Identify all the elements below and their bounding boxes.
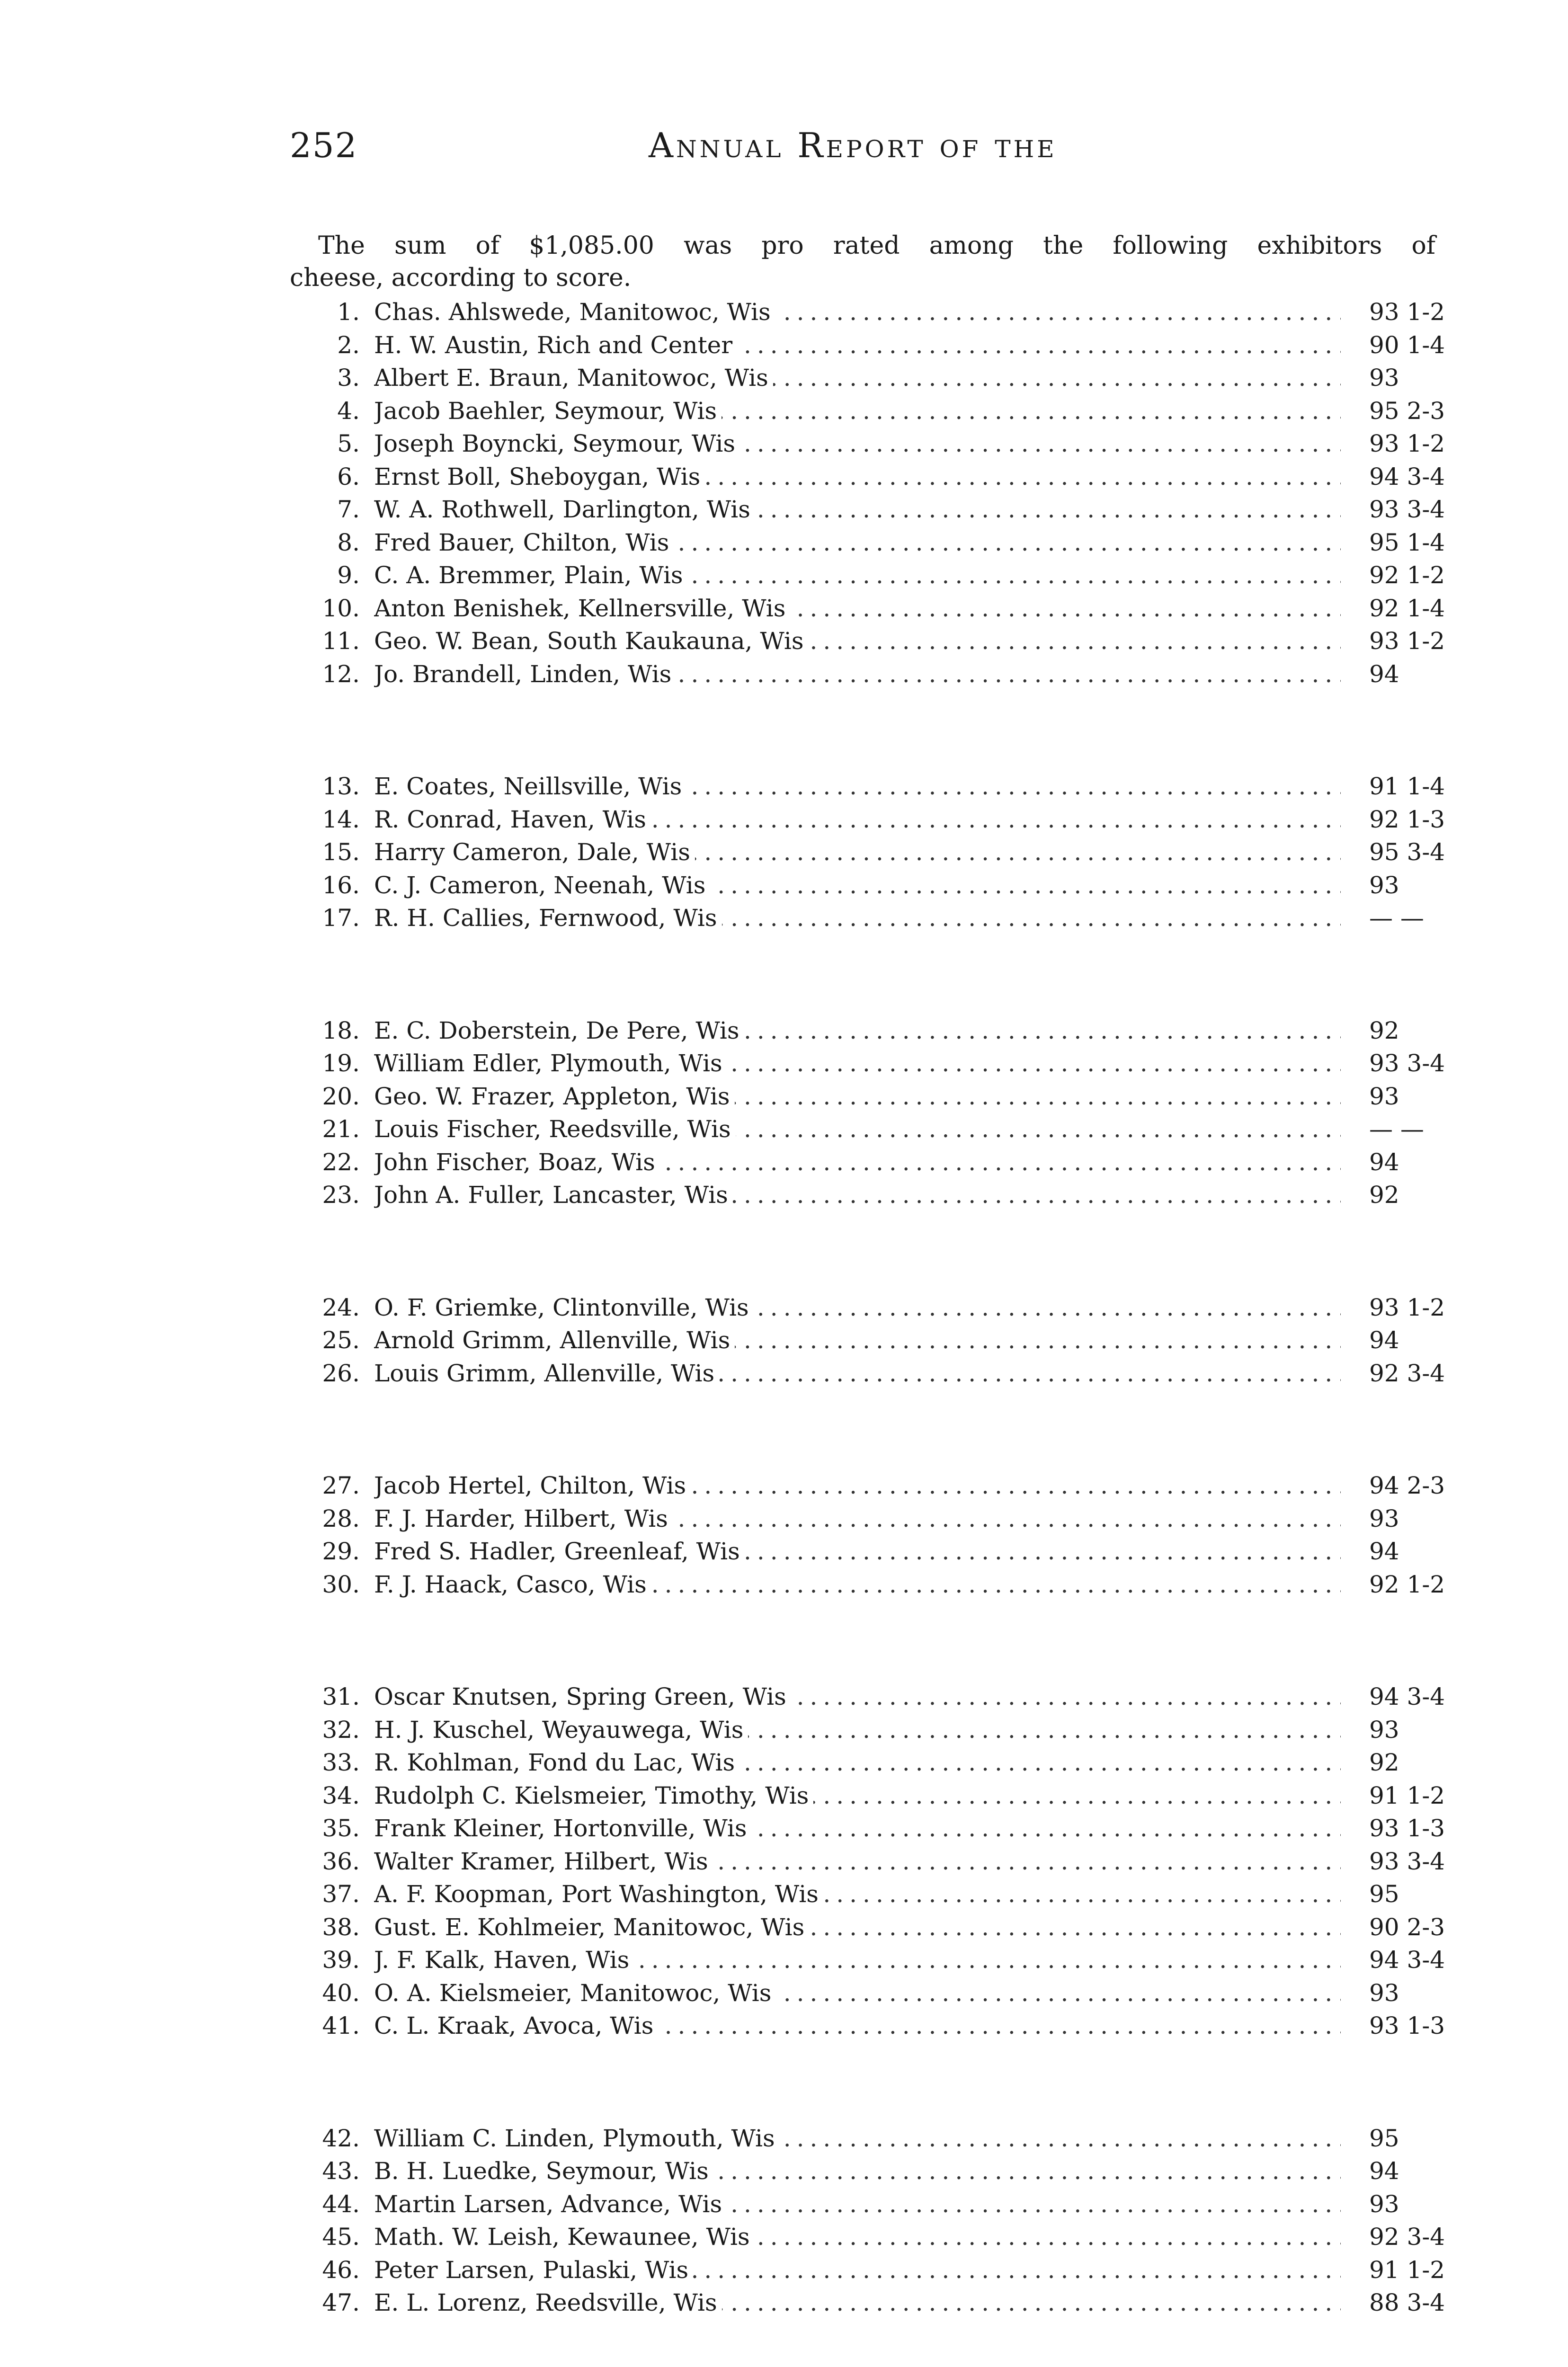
intro-line-1: The sum of $1,085.00 was pro rated among the following exhibitors of bbox=[318, 231, 1435, 260]
exhibitor-name-cell bbox=[374, 397, 1341, 425]
entry-number: 28. bbox=[322, 1504, 360, 1532]
exhibitor-name: Harry Cameron, Dale, Wis bbox=[374, 838, 695, 866]
exhibitor-row bbox=[284, 1880, 1435, 1913]
exhibitor-name-cell bbox=[374, 463, 1341, 490]
entry-number: 23. bbox=[322, 1181, 360, 1209]
exhibitor-group bbox=[284, 1293, 1445, 1393]
exhibitor-row bbox=[284, 1946, 1445, 1979]
exhibitor-name: E. L. Lorenz, Reedsville, Wis bbox=[374, 2289, 722, 2316]
entry-number: 11. bbox=[322, 627, 360, 655]
score: 93 3-4 bbox=[1369, 496, 1445, 523]
exhibitor-row bbox=[284, 2223, 1445, 2256]
exhibitor-name: Arnold Grimm, Allenville, Wis bbox=[374, 1326, 735, 1354]
score: 92 3-4 bbox=[1369, 1359, 1445, 1387]
score: 91 1-2 bbox=[1369, 1781, 1445, 1809]
exhibitor-name-cell bbox=[374, 1880, 1341, 1908]
exhibitor-name: Martin Larsen, Advance, Wis bbox=[374, 2190, 727, 2218]
score: 90 1-4 bbox=[1369, 331, 1445, 359]
exhibitor-name: F. J. Harder, Hilbert, Wis bbox=[374, 1505, 673, 1532]
entry-number: 7. bbox=[337, 496, 360, 523]
exhibitor-row bbox=[284, 838, 1445, 872]
exhibitor-name-cell bbox=[374, 2012, 1341, 2039]
exhibitor-name: Jacob Baehler, Seymour, Wis bbox=[374, 397, 722, 425]
exhibitor-name-cell bbox=[374, 1083, 1341, 1110]
entry-number: 18. bbox=[322, 1016, 360, 1044]
entry-number: 42. bbox=[322, 2124, 360, 2152]
exhibitor-row bbox=[284, 1570, 1445, 1604]
score: 93 1-2 bbox=[1369, 1293, 1445, 1321]
score: 91 1-2 bbox=[1369, 2256, 1445, 2284]
exhibitor-row bbox=[284, 1017, 1435, 1050]
entry-number: 17. bbox=[322, 904, 360, 932]
score: 93 bbox=[1369, 364, 1399, 392]
entry-number: 47. bbox=[322, 2289, 360, 2316]
exhibitor-row bbox=[284, 1847, 1445, 1881]
exhibitor-name-cell bbox=[374, 1472, 1341, 1499]
exhibitor-row bbox=[284, 1505, 1435, 1538]
entry-number: 5. bbox=[337, 430, 360, 457]
score: 93 bbox=[1369, 1716, 1399, 1744]
exhibitor-name: Anton Benishek, Kellnersville, Wis bbox=[374, 595, 790, 622]
exhibitor-name: R. Conrad, Haven, Wis bbox=[374, 806, 651, 833]
exhibitor-name: Gust. E. Kohlmeier, Manitowoc, Wis bbox=[374, 1913, 809, 1941]
exhibitor-name-cell bbox=[374, 595, 1341, 622]
exhibitor-row bbox=[284, 1913, 1445, 1947]
entry-number: 46. bbox=[322, 2256, 360, 2284]
entry-number: 43. bbox=[322, 2157, 360, 2185]
exhibitor-name: Walter Kramer, Hilbert, Wis bbox=[374, 1848, 713, 1875]
score: 93 bbox=[1369, 1979, 1399, 2007]
exhibitor-row bbox=[284, 1148, 1435, 1182]
entry-number: 21. bbox=[322, 1115, 360, 1143]
exhibitor-group bbox=[284, 773, 1445, 937]
exhibitor-group bbox=[284, 1683, 1445, 2045]
exhibitor-row bbox=[284, 2289, 1445, 2322]
score: 92 bbox=[1369, 1749, 1399, 1776]
exhibitor-name-cell bbox=[374, 1148, 1341, 1176]
exhibitor-row bbox=[284, 872, 1435, 905]
exhibitor-row bbox=[284, 904, 1435, 937]
score: 92 bbox=[1369, 1181, 1399, 1209]
score: 95 bbox=[1369, 1880, 1399, 1908]
exhibitor-name: B. H. Luedke, Seymour, Wis bbox=[374, 2157, 713, 2185]
score: 92 1-3 bbox=[1369, 805, 1445, 833]
exhibitor-name: William Edler, Plymouth, Wis bbox=[374, 1050, 727, 1077]
exhibitor-row bbox=[284, 1115, 1435, 1148]
score: 93 1-2 bbox=[1369, 298, 1445, 326]
exhibitor-name: Math. W. Leish, Kewaunee, Wis bbox=[374, 2223, 755, 2251]
score: — — bbox=[1369, 904, 1424, 932]
score: 91 1-4 bbox=[1369, 773, 1445, 800]
exhibitor-row bbox=[284, 430, 1445, 463]
exhibitor-row bbox=[284, 496, 1445, 529]
exhibitor-name: E. C. Doberstein, De Pere, Wis bbox=[374, 1017, 744, 1044]
score: 90 2-3 bbox=[1369, 1913, 1445, 1941]
entry-number: 1. bbox=[337, 298, 360, 326]
exhibitor-row bbox=[284, 1050, 1445, 1083]
score: — — bbox=[1369, 1115, 1424, 1143]
exhibitor-group bbox=[284, 2124, 1445, 2322]
score: 94 bbox=[1369, 1326, 1399, 1354]
exhibitor-name-cell bbox=[374, 1815, 1341, 1842]
exhibitor-name: E. Coates, Neillsville, Wis bbox=[374, 773, 686, 800]
score: 93 bbox=[1369, 871, 1399, 899]
exhibitor-row bbox=[284, 773, 1445, 806]
exhibitor-name-cell bbox=[374, 2190, 1341, 2218]
exhibitor-name-cell bbox=[374, 1848, 1341, 1875]
score: 93 1-3 bbox=[1369, 1815, 1445, 1842]
entry-number: 36. bbox=[322, 1847, 360, 1875]
score: 92 3-4 bbox=[1369, 2223, 1445, 2251]
exhibitor-name-cell bbox=[374, 2125, 1341, 2152]
exhibitor-name: J. F. Kalk, Haven, Wis bbox=[374, 1946, 634, 1974]
exhibitor-name-cell bbox=[374, 838, 1341, 866]
exhibitor-list bbox=[284, 298, 1445, 2367]
entry-number: 12. bbox=[322, 660, 360, 688]
exhibitor-row bbox=[284, 2157, 1435, 2190]
score: 94 3-4 bbox=[1369, 1946, 1445, 1974]
exhibitor-name-cell bbox=[374, 430, 1341, 457]
exhibitor-name-cell bbox=[374, 773, 1341, 800]
page-header bbox=[0, 121, 1568, 178]
entry-number: 9. bbox=[337, 561, 360, 589]
exhibitor-row bbox=[284, 2190, 1435, 2224]
exhibitor-row bbox=[284, 660, 1435, 694]
score: 92 1-2 bbox=[1369, 1570, 1445, 1598]
exhibitor-row bbox=[284, 1083, 1435, 1116]
score: 92 1-4 bbox=[1369, 594, 1445, 622]
exhibitor-group bbox=[284, 1016, 1445, 1214]
exhibitor-group bbox=[284, 298, 1445, 693]
score: 93 bbox=[1369, 1082, 1399, 1110]
exhibitor-name-cell bbox=[374, 1913, 1341, 1941]
exhibitor-name-cell bbox=[374, 872, 1341, 899]
score: 93 3-4 bbox=[1369, 1847, 1445, 1875]
exhibitor-row bbox=[284, 1683, 1445, 1716]
score: 92 1-2 bbox=[1369, 561, 1445, 589]
entry-number: 13. bbox=[322, 773, 360, 800]
page-number: 252 bbox=[290, 125, 358, 165]
exhibitor-name: William C. Linden, Plymouth, Wis bbox=[374, 2125, 780, 2152]
exhibitor-name: Louis Grimm, Allenville, Wis bbox=[374, 1360, 719, 1387]
exhibitor-row bbox=[284, 1979, 1435, 2012]
entry-number: 30. bbox=[322, 1570, 360, 1598]
exhibitor-name: C. L. Kraak, Avoca, Wis bbox=[374, 2012, 658, 2039]
exhibitor-name-cell bbox=[374, 1181, 1341, 1209]
exhibitor-name-cell bbox=[374, 660, 1341, 688]
exhibitor-name: R. Kohlman, Fond du Lac, Wis bbox=[374, 1749, 739, 1776]
exhibitor-row bbox=[284, 627, 1445, 660]
exhibitor-row bbox=[284, 1749, 1435, 1782]
exhibitor-name-cell bbox=[374, 1326, 1341, 1354]
exhibitor-name-cell bbox=[374, 1050, 1341, 1077]
entry-number: 44. bbox=[322, 2190, 360, 2218]
entry-number: 14. bbox=[322, 805, 360, 833]
exhibitor-row bbox=[284, 397, 1445, 430]
exhibitor-name-cell bbox=[374, 1683, 1341, 1710]
entry-number: 41. bbox=[322, 2012, 360, 2039]
exhibitor-row bbox=[284, 1815, 1445, 1848]
exhibitor-name: Geo. W. Bean, South Kaukauna, Wis bbox=[374, 627, 809, 655]
entry-number: 10. bbox=[322, 594, 360, 622]
score: 94 3-4 bbox=[1369, 463, 1445, 490]
running-title: Annual Report of the bbox=[649, 125, 1057, 165]
exhibitor-name: W. A. Rothwell, Darlington, Wis bbox=[374, 496, 755, 523]
exhibitor-name: John A. Fuller, Lancaster, Wis bbox=[374, 1181, 733, 1209]
entry-number: 8. bbox=[337, 528, 360, 556]
exhibitor-name: Chas. Ahlswede, Manitowoc, Wis bbox=[374, 298, 775, 326]
exhibitor-name-cell bbox=[374, 1979, 1341, 2007]
exhibitor-row bbox=[284, 1326, 1435, 1360]
entry-number: 37. bbox=[322, 1880, 360, 1908]
exhibitor-row bbox=[284, 463, 1445, 496]
score: 93 1-2 bbox=[1369, 627, 1445, 655]
exhibitor-name-cell bbox=[374, 1017, 1341, 1044]
exhibitor-name: R. H. Callies, Fernwood, Wis bbox=[374, 904, 722, 932]
entry-number: 39. bbox=[322, 1946, 360, 1974]
exhibitor-name-cell bbox=[374, 496, 1341, 523]
exhibitor-name-cell bbox=[374, 2157, 1341, 2185]
exhibitor-row bbox=[284, 528, 1445, 562]
entry-number: 16. bbox=[322, 871, 360, 899]
exhibitor-row bbox=[284, 1472, 1445, 1505]
exhibitor-row bbox=[284, 1781, 1445, 1815]
score: 93 bbox=[1369, 1504, 1399, 1532]
exhibitor-name-cell bbox=[374, 1505, 1341, 1532]
exhibitor-name: Louis Fischer, Reedsville, Wis bbox=[374, 1115, 736, 1143]
exhibitor-row bbox=[284, 331, 1445, 365]
exhibitor-name: Fred Bauer, Chilton, Wis bbox=[374, 529, 674, 556]
entry-number: 38. bbox=[322, 1913, 360, 1941]
score: 94 bbox=[1369, 1148, 1399, 1176]
entry-number: 24. bbox=[322, 1293, 360, 1321]
exhibitor-name-cell bbox=[374, 529, 1341, 556]
exhibitor-name-cell bbox=[374, 1782, 1341, 1809]
exhibitor-name: Jacob Hertel, Chilton, Wis bbox=[374, 1472, 691, 1499]
entry-number: 3. bbox=[337, 364, 360, 392]
entry-number: 32. bbox=[322, 1716, 360, 1744]
exhibitor-name: Ernst Boll, Sheboygan, Wis bbox=[374, 463, 705, 490]
score: 93 bbox=[1369, 2190, 1399, 2218]
exhibitor-name: A. F. Koopman, Port Washington, Wis bbox=[374, 1880, 823, 1908]
exhibitor-name-cell bbox=[374, 1571, 1341, 1598]
exhibitor-name-cell bbox=[374, 1538, 1341, 1565]
score: 92 bbox=[1369, 1016, 1399, 1044]
exhibitor-name: Albert E. Braun, Manitowoc, Wis bbox=[374, 364, 773, 392]
score: 95 1-4 bbox=[1369, 528, 1445, 556]
exhibitor-name: Frank Kleiner, Hortonville, Wis bbox=[374, 1815, 751, 1842]
exhibitor-name: John Fischer, Boaz, Wis bbox=[374, 1148, 660, 1176]
score: 94 2-3 bbox=[1369, 1472, 1445, 1499]
score: 94 bbox=[1369, 1538, 1399, 1565]
exhibitor-row bbox=[284, 1538, 1435, 1571]
exhibitor-name: Rudolph C. Kielsmeier, Timothy, Wis bbox=[374, 1782, 813, 1809]
exhibitor-row bbox=[284, 1359, 1445, 1393]
entry-number: 45. bbox=[322, 2223, 360, 2251]
exhibitor-name-cell bbox=[374, 331, 1341, 359]
exhibitor-name-cell bbox=[374, 1716, 1341, 1744]
exhibitor-name-cell bbox=[374, 1115, 1341, 1143]
exhibitor-name: Jo. Brandell, Linden, Wis bbox=[374, 660, 676, 688]
exhibitor-name-cell bbox=[374, 1946, 1341, 1974]
exhibitor-name: O. F. Griemke, Clintonville, Wis bbox=[374, 1294, 754, 1321]
exhibitor-name: C. A. Bremmer, Plain, Wis bbox=[374, 561, 688, 589]
exhibitor-name-cell bbox=[374, 904, 1341, 932]
score: 94 bbox=[1369, 660, 1399, 688]
entry-number: 22. bbox=[322, 1148, 360, 1176]
intro-paragraph bbox=[290, 230, 1435, 294]
exhibitor-row bbox=[284, 805, 1445, 839]
exhibitor-name-cell bbox=[374, 2223, 1341, 2251]
score: 93 3-4 bbox=[1369, 1050, 1445, 1077]
entry-number: 15. bbox=[322, 838, 360, 866]
exhibitor-row bbox=[284, 1181, 1435, 1214]
entry-number: 6. bbox=[337, 463, 360, 490]
entry-number: 27. bbox=[322, 1472, 360, 1499]
exhibitor-name-cell bbox=[374, 806, 1341, 833]
exhibitor-name: Oscar Knutsen, Spring Green, Wis bbox=[374, 1683, 791, 1710]
exhibitor-row bbox=[284, 594, 1445, 628]
exhibitor-name-cell bbox=[374, 1294, 1341, 1321]
entry-number: 20. bbox=[322, 1082, 360, 1110]
exhibitor-name: Peter Larsen, Pulaski, Wis bbox=[374, 2256, 693, 2284]
entry-number: 25. bbox=[322, 1326, 360, 1354]
score: 88 3-4 bbox=[1369, 2289, 1445, 2316]
exhibitor-row bbox=[284, 2256, 1445, 2289]
entry-number: 35. bbox=[322, 1815, 360, 1842]
exhibitor-row bbox=[284, 561, 1445, 595]
exhibitor-name-cell bbox=[374, 2256, 1341, 2284]
entry-number: 34. bbox=[322, 1781, 360, 1809]
entry-number: 19. bbox=[322, 1050, 360, 1077]
exhibitor-row bbox=[284, 1293, 1445, 1327]
exhibitor-name-cell bbox=[374, 2289, 1341, 2316]
entry-number: 33. bbox=[322, 1749, 360, 1776]
exhibitor-name: Joseph Boyncki, Seymour, Wis bbox=[374, 430, 740, 457]
entry-number: 40. bbox=[322, 1979, 360, 2007]
exhibitor-name: Geo. W. Frazer, Appleton, Wis bbox=[374, 1083, 735, 1110]
exhibitor-name: F. J. Haack, Casco, Wis bbox=[374, 1571, 651, 1598]
score: 95 bbox=[1369, 2124, 1399, 2152]
exhibitor-row bbox=[284, 2012, 1445, 2045]
exhibitor-name: H. J. Kuschel, Weyauwega, Wis bbox=[374, 1716, 748, 1744]
exhibitor-group bbox=[284, 1472, 1445, 1603]
exhibitor-name-cell bbox=[374, 561, 1341, 589]
score: 95 3-4 bbox=[1369, 838, 1445, 866]
exhibitor-name: C. J. Cameron, Neenah, Wis bbox=[374, 872, 710, 899]
exhibitor-name-cell bbox=[374, 364, 1341, 392]
score: 93 1-2 bbox=[1369, 430, 1445, 457]
score: 93 1-3 bbox=[1369, 2012, 1445, 2039]
exhibitor-name-cell bbox=[374, 1749, 1341, 1776]
exhibitor-name-cell bbox=[374, 627, 1341, 655]
exhibitor-row bbox=[284, 1716, 1435, 1749]
score: 95 2-3 bbox=[1369, 397, 1445, 425]
exhibitor-name: H. W. Austin, Rich and Center bbox=[374, 331, 737, 359]
entry-number: 4. bbox=[337, 397, 360, 425]
exhibitor-row bbox=[284, 298, 1445, 331]
score: 94 bbox=[1369, 2157, 1399, 2185]
exhibitor-row bbox=[284, 364, 1435, 397]
exhibitor-name: O. A. Kielsmeier, Manitowoc, Wis bbox=[374, 1979, 776, 2007]
exhibitor-name-cell bbox=[374, 1360, 1341, 1387]
score: 94 3-4 bbox=[1369, 1683, 1445, 1710]
intro-line-2: cheese, according to score. bbox=[290, 264, 632, 292]
entry-number: 2. bbox=[337, 331, 360, 359]
entry-number: 26. bbox=[322, 1359, 360, 1387]
exhibitor-row bbox=[284, 2125, 1435, 2158]
exhibitor-name-cell bbox=[374, 298, 1341, 326]
entry-number: 31. bbox=[322, 1683, 360, 1710]
entry-number: 29. bbox=[322, 1538, 360, 1565]
exhibitor-name: Fred S. Hadler, Greenleaf, Wis bbox=[374, 1538, 745, 1565]
